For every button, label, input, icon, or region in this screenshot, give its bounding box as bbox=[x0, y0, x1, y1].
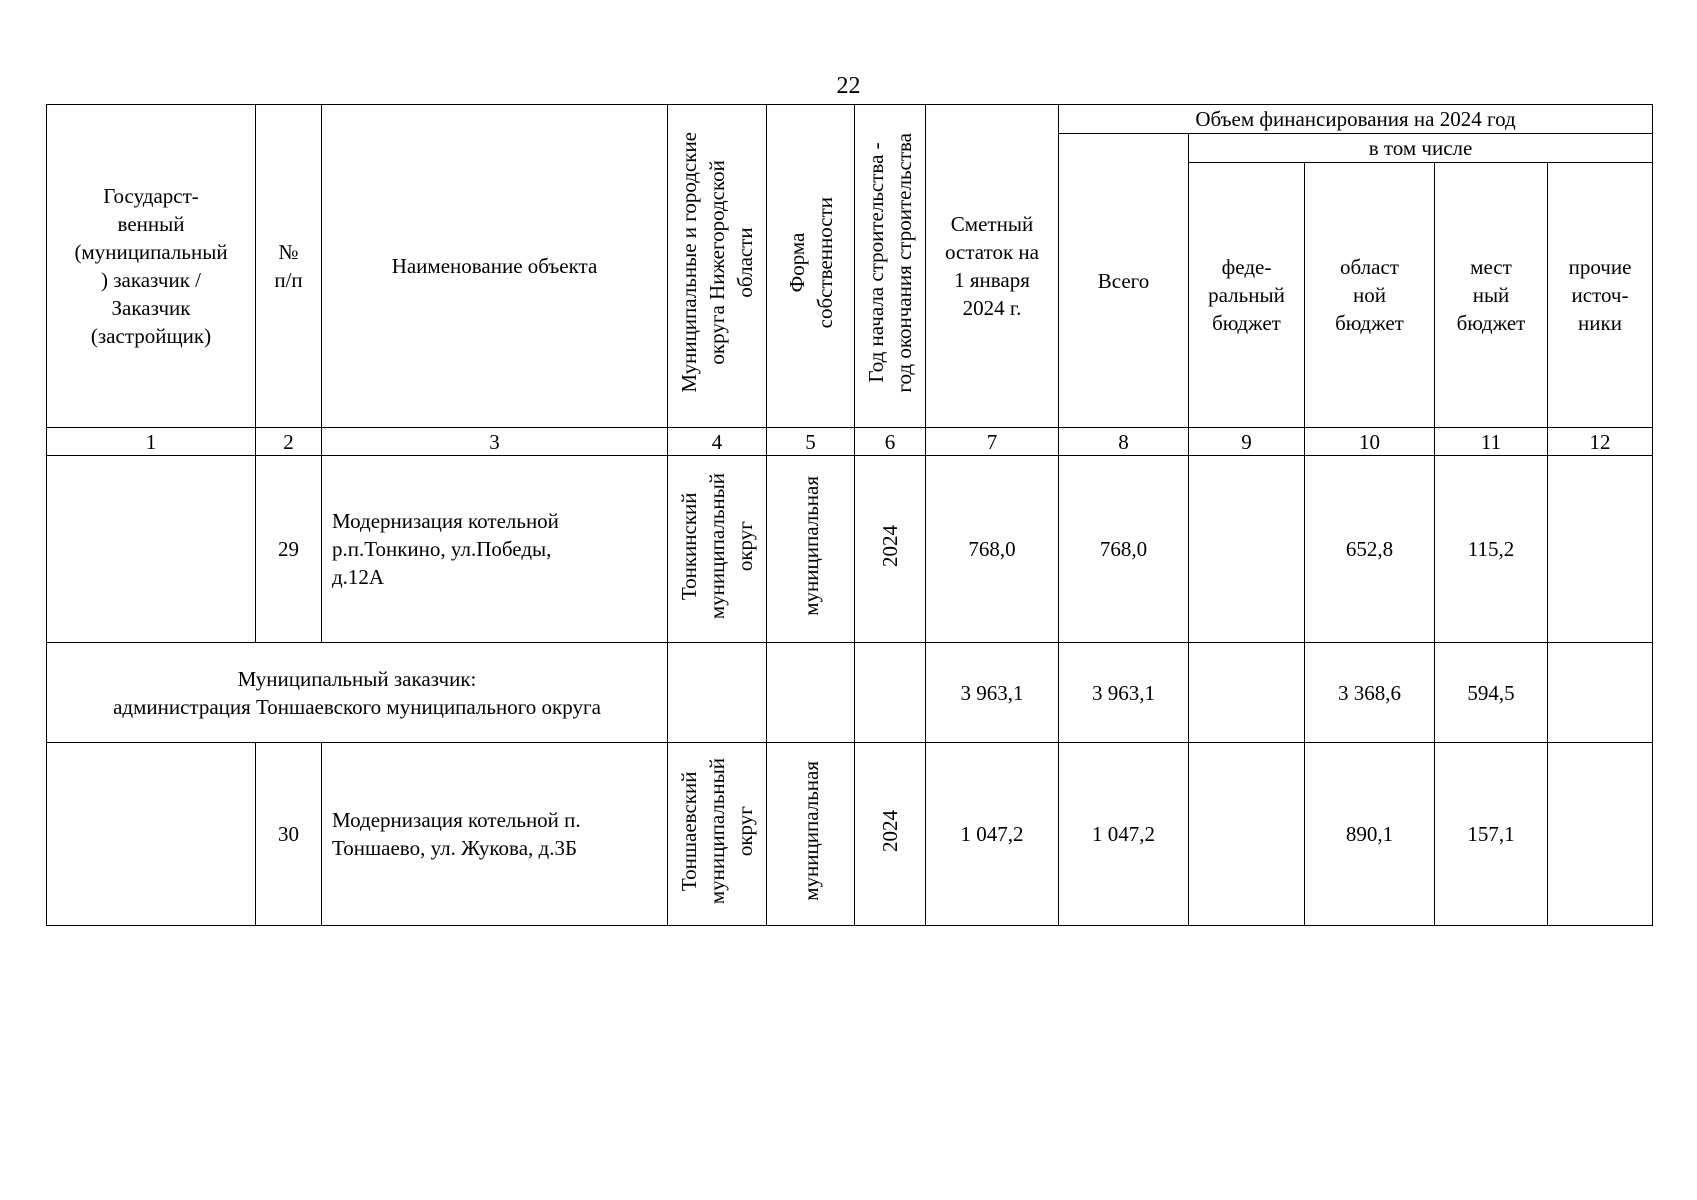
column-number: 10 bbox=[1305, 428, 1435, 456]
header-customer: Государст- венный (муниципальный ) заказчик / Заказчик (застройщик) bbox=[47, 105, 256, 428]
cell-local: 115,2 bbox=[1435, 456, 1548, 643]
cell-ownership bbox=[767, 743, 855, 926]
column-number: 12 bbox=[1548, 428, 1653, 456]
column-number: 6 bbox=[855, 428, 926, 456]
header-years: Год начала строительства - год окончания строительства bbox=[864, 132, 916, 393]
cell-years bbox=[855, 456, 926, 643]
cell-regional: 890,1 bbox=[1305, 743, 1435, 926]
cell-ownership bbox=[767, 456, 855, 643]
cell-municipality bbox=[668, 642, 767, 742]
financing-table bbox=[46, 104, 1653, 926]
cell-ownership-text: муниципальная bbox=[798, 475, 823, 616]
cell-local: 594,5 bbox=[1435, 642, 1548, 742]
cell-years bbox=[855, 642, 926, 742]
table-row-subtotal bbox=[47, 642, 1653, 742]
table-row bbox=[47, 456, 1653, 643]
cell-total: 768,0 bbox=[1059, 456, 1189, 643]
cell-total: 3 963,1 bbox=[1059, 642, 1189, 742]
cell-object-name: Модернизация котельной р.п.Тонкино, ул.Победы, д.12А bbox=[322, 456, 668, 643]
column-number: 8 bbox=[1059, 428, 1189, 456]
cell-municipality-text: Тонкинский муниципальный округ bbox=[677, 472, 757, 619]
column-number: 9 bbox=[1189, 428, 1305, 456]
header-municipality-cell bbox=[668, 105, 767, 428]
header-object-name: Наименование объекта bbox=[322, 105, 668, 428]
cell-municipality bbox=[668, 743, 767, 926]
column-numbers-row bbox=[47, 428, 1653, 456]
cell-object-name: Модернизация котельной п. Тоншаево, ул. Жукова, д.3Б bbox=[322, 743, 668, 926]
header-num: № п/п bbox=[256, 105, 322, 428]
cell-num: 30 bbox=[256, 743, 322, 926]
cell-years-text: 2024 bbox=[878, 809, 902, 852]
header-municipality: Муниципальные и городские округа Нижегородской области bbox=[677, 132, 757, 393]
header-regional: област ной бюджет bbox=[1305, 163, 1435, 428]
page-number: 22 bbox=[836, 73, 861, 99]
column-number: 2 bbox=[256, 428, 322, 456]
header-local: мест ный бюджет bbox=[1435, 163, 1548, 428]
cell-other bbox=[1548, 456, 1653, 643]
cell-ownership-text: муниципальная bbox=[798, 760, 823, 901]
cell-federal bbox=[1189, 743, 1305, 926]
cell-federal bbox=[1189, 642, 1305, 742]
cell-years-text: 2024 bbox=[878, 524, 902, 567]
column-number: 3 bbox=[322, 428, 668, 456]
cell-num: 29 bbox=[256, 456, 322, 643]
cell-estimate: 1 047,2 bbox=[926, 743, 1059, 926]
cell-customer bbox=[47, 743, 256, 926]
cell-estimate: 3 963,1 bbox=[926, 642, 1059, 742]
column-number: 7 bbox=[926, 428, 1059, 456]
column-number: 4 bbox=[668, 428, 767, 456]
header-years-cell bbox=[855, 105, 926, 428]
cell-regional: 652,8 bbox=[1305, 456, 1435, 643]
column-number: 5 bbox=[767, 428, 855, 456]
cell-total: 1 047,2 bbox=[1059, 743, 1189, 926]
cell-years bbox=[855, 743, 926, 926]
header-estimate: Сметный остаток на 1 января 2024 г. bbox=[926, 105, 1059, 428]
cell-other bbox=[1548, 642, 1653, 742]
cell-subtotal-label: Муниципальный заказчик: администрация Тоншаевского муниципального округа bbox=[47, 642, 668, 742]
cell-municipality-text: Тоншаевский муниципальный округ bbox=[677, 757, 757, 904]
cell-ownership bbox=[767, 642, 855, 742]
cell-estimate: 768,0 bbox=[926, 456, 1059, 643]
header-ownership: Форма собственности bbox=[784, 196, 837, 329]
header-federal: феде- ральный бюджет bbox=[1189, 163, 1305, 428]
header-funding-group: Объем финансирования на 2024 год bbox=[1059, 105, 1653, 134]
header-including: в том числе bbox=[1189, 134, 1653, 163]
column-number: 11 bbox=[1435, 428, 1548, 456]
cell-customer bbox=[47, 456, 256, 643]
cell-municipality bbox=[668, 456, 767, 643]
cell-other bbox=[1548, 743, 1653, 926]
header-total: Всего bbox=[1059, 134, 1189, 428]
cell-local: 157,1 bbox=[1435, 743, 1548, 926]
header-ownership-cell bbox=[767, 105, 855, 428]
column-number: 1 bbox=[47, 428, 256, 456]
header-row bbox=[47, 105, 1653, 134]
header-other: прочие источ- ники bbox=[1548, 163, 1653, 428]
cell-regional: 3 368,6 bbox=[1305, 642, 1435, 742]
table-row bbox=[47, 743, 1653, 926]
cell-federal bbox=[1189, 456, 1305, 643]
